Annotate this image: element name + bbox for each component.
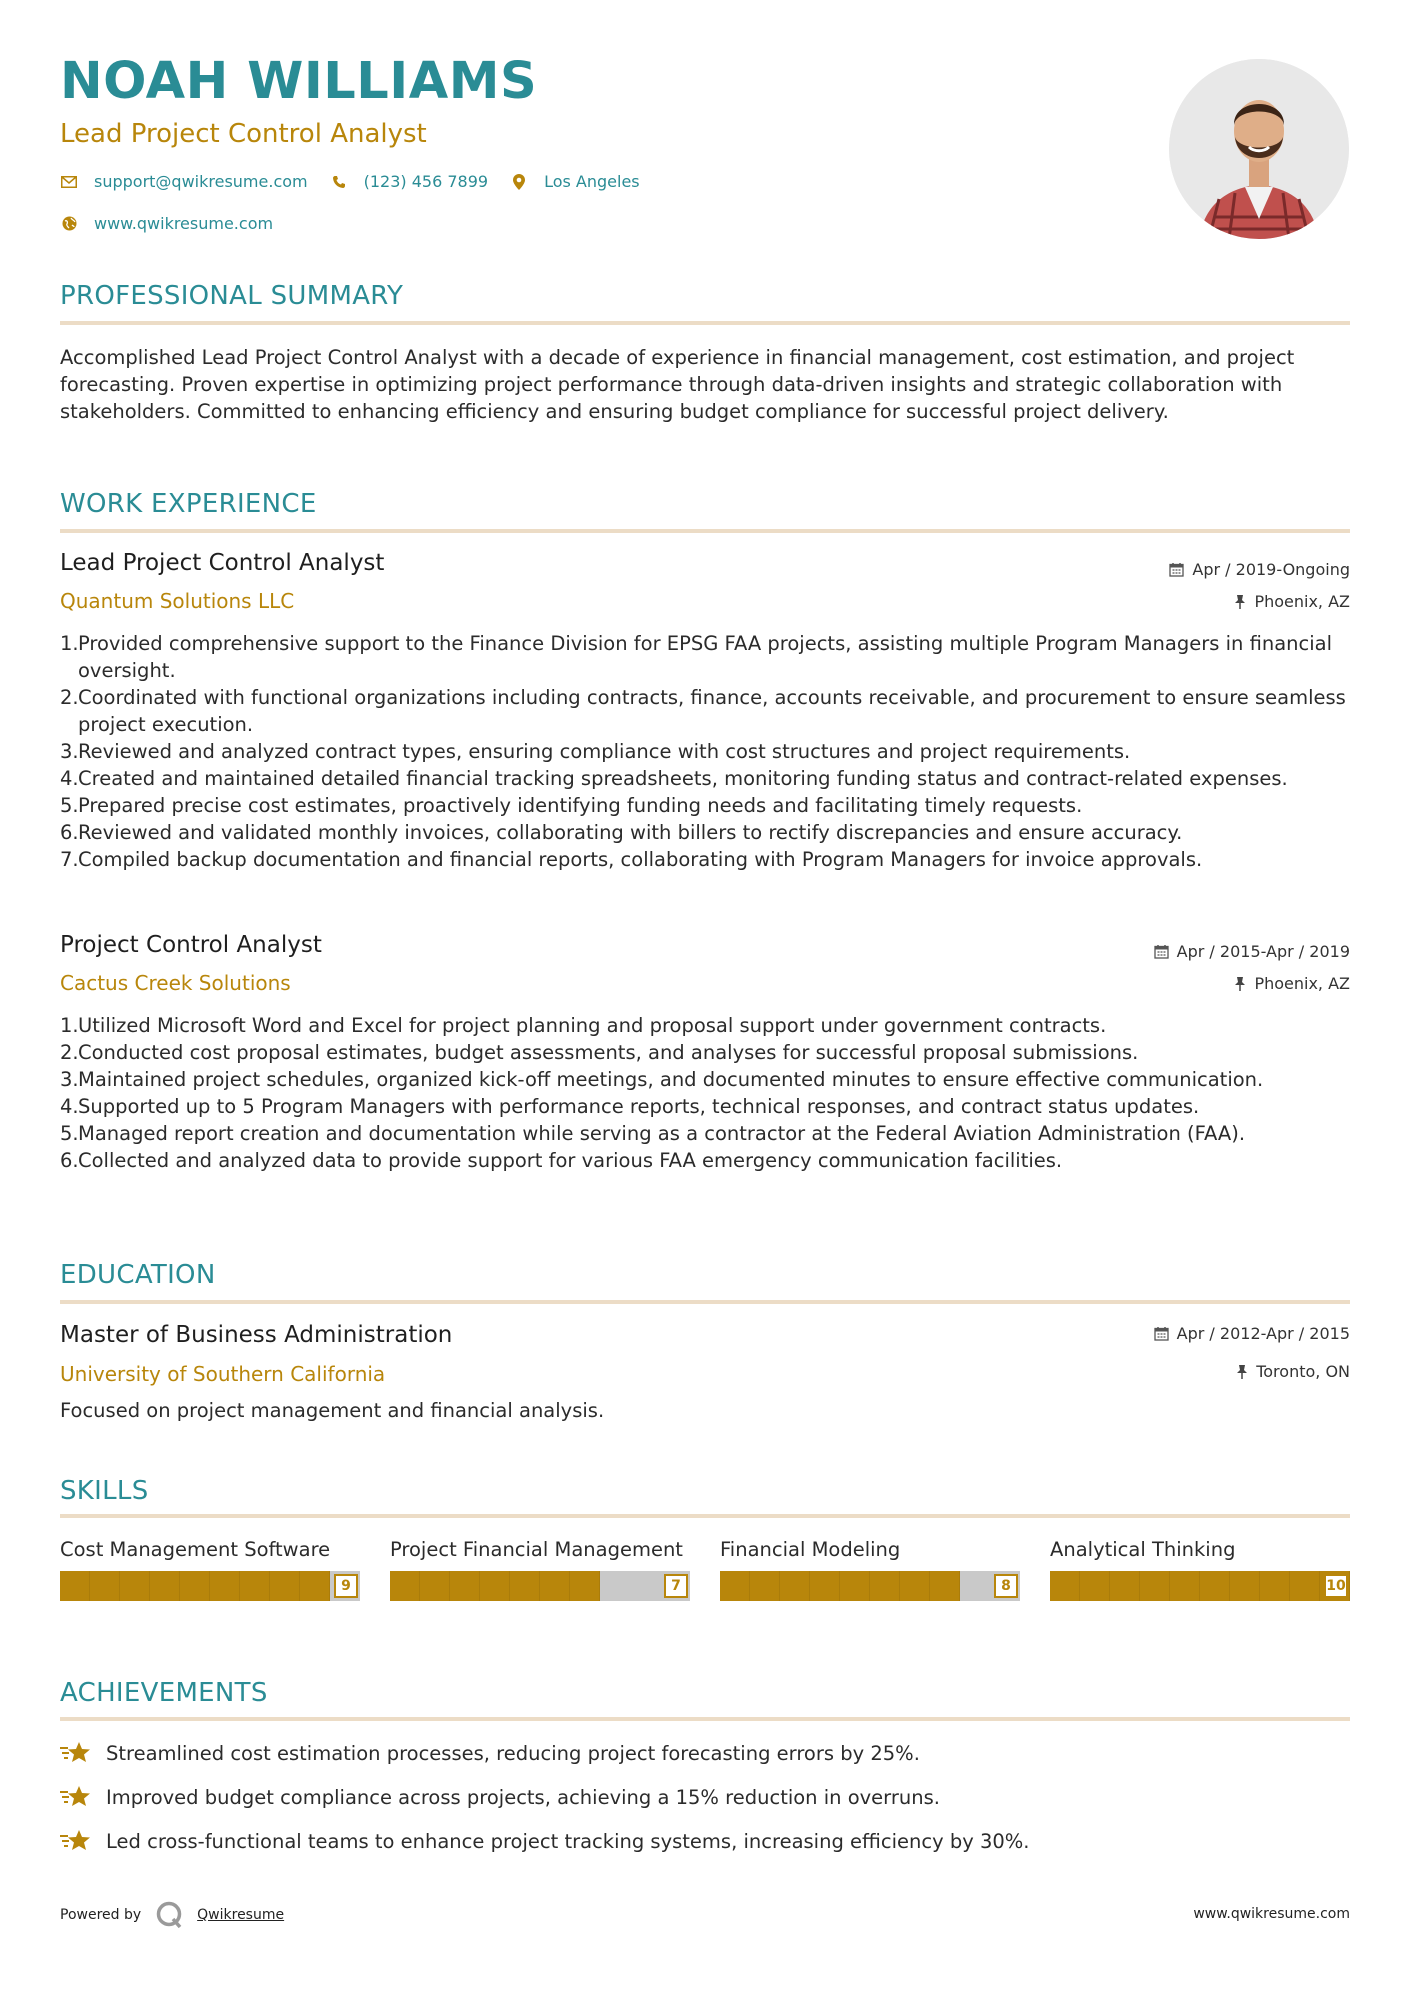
education-heading: EDUCATION xyxy=(60,1260,216,1290)
skill-name: Cost Management Software xyxy=(60,1538,331,1561)
pushpin-icon xyxy=(1234,976,1246,991)
skill-bar-fill xyxy=(390,1571,600,1601)
star-icon xyxy=(60,1828,92,1854)
pushpin-icon xyxy=(1234,594,1246,609)
job-responsibilities xyxy=(60,1012,1368,1174)
list-item: Utilized Microsoft Word and Excel for project planning and proposal support under government contracts. xyxy=(78,1014,1107,1037)
job-title: Lead Project Control Analyst xyxy=(60,550,385,576)
contact-row-1 xyxy=(60,172,662,191)
achievement-item xyxy=(60,1740,920,1766)
calendar-icon xyxy=(1169,562,1184,577)
list-item: Reviewed and validated monthly invoices, collaborating with billers to rectify discrepancies and ensure accuracy. xyxy=(78,821,1183,844)
summary-heading: PROFESSIONAL SUMMARY xyxy=(60,281,404,311)
experience-heading: WORK EXPERIENCE xyxy=(60,489,317,519)
list-item: Prepared precise cost estimates, proactively identifying funding needs and facilitating timely requests. xyxy=(78,794,1083,817)
job-location-text: Phoenix, AZ xyxy=(1254,592,1350,611)
achievement-text: Improved budget compliance across projects, achieving a 15% reduction in overruns. xyxy=(106,1785,940,1809)
degree-title: Master of Business Administration xyxy=(60,1322,453,1348)
school-name: University of Southern California xyxy=(60,1362,386,1386)
profile-photo xyxy=(1169,59,1349,239)
achievements-heading: ACHIEVEMENTS xyxy=(60,1678,268,1708)
list-item: Supported up to 5 Program Managers with performance reports, technical responses, and contract status updates. xyxy=(78,1095,1200,1118)
job-dates xyxy=(1169,560,1350,579)
list-item: Collected and analyzed data to provide support for various FAA emergency communication facilities. xyxy=(78,1149,1063,1172)
list-item: Coordinated with functional organizations including contracts, finance, accounts receivable, and procurement to ensure seamless project execution. xyxy=(78,686,1346,736)
list-item: Managed report creation and documentation while serving as a contractor at the Federal Aviation Administration (FAA). xyxy=(78,1122,1246,1145)
qwikresume-logo-icon xyxy=(155,1900,185,1930)
footer-powered-by xyxy=(60,1900,284,1930)
phone-number[interactable]: (123) 456 7899 xyxy=(363,172,489,191)
envelope-icon xyxy=(60,173,78,191)
job-dates-text: Apr / 2015-Apr / 2019 xyxy=(1176,942,1350,961)
job-title: Project Control Analyst xyxy=(60,932,322,958)
skill-score: 9 xyxy=(334,1574,358,1598)
achievement-text: Streamlined cost estimation processes, reducing project forecasting errors by 25%. xyxy=(106,1741,920,1765)
achievement-item xyxy=(60,1784,940,1810)
job-dates xyxy=(1154,942,1350,961)
summary-divider xyxy=(60,321,1350,325)
job-dates-text: Apr / 2019-Ongoing xyxy=(1192,560,1350,579)
skill-bar xyxy=(390,1571,690,1601)
education-description: Focused on project management and financial analysis. xyxy=(60,1399,605,1422)
education-divider xyxy=(60,1300,1350,1304)
calendar-icon xyxy=(1154,1326,1169,1341)
star-icon xyxy=(60,1784,92,1810)
skill-bar-fill xyxy=(1050,1571,1350,1601)
skill-bar-fill xyxy=(720,1571,960,1601)
skill-bar xyxy=(60,1571,360,1601)
company-name: Cactus Creek Solutions xyxy=(60,971,291,995)
job-location xyxy=(1234,974,1350,993)
skill-score: 7 xyxy=(664,1574,688,1598)
list-item: Created and maintained detailed financial tracking spreadsheets, monitoring funding status and contract-related expenses. xyxy=(78,767,1288,790)
achievements-divider xyxy=(60,1717,1350,1721)
website-link[interactable]: www.qwikresume.com xyxy=(94,214,274,233)
skill-item xyxy=(60,1536,360,1601)
star-icon xyxy=(60,1740,92,1766)
map-pin-icon xyxy=(510,173,528,191)
skill-name: Analytical Thinking xyxy=(1050,1538,1236,1561)
list-item: Reviewed and analyzed contract types, ensuring compliance with cost structures and project requirements. xyxy=(78,740,1131,763)
candidate-name: NOAH WILLIAMS xyxy=(60,52,538,111)
achievement-text: Led cross-functional teams to enhance project tracking systems, increasing efficiency by 30%. xyxy=(106,1829,1030,1853)
education-location-text: Toronto, ON xyxy=(1256,1362,1350,1381)
powered-by-label: Powered by xyxy=(60,1907,142,1923)
calendar-icon xyxy=(1154,944,1169,959)
pushpin-icon xyxy=(1236,1364,1248,1379)
company-name: Quantum Solutions LLC xyxy=(60,589,295,613)
job-responsibilities xyxy=(60,630,1368,873)
summary-text: Accomplished Lead Project Control Analyst with a decade of experience in financial management, cost estimation, and project forecasting. Proven expertise in optimizing project performance through data-driven insights and strategic collaboration with stakeholders. Committed to enhancing efficiency and ensuring budget compliance for successful project delivery. xyxy=(60,346,1295,423)
skill-bar xyxy=(720,1571,1020,1601)
experience-divider xyxy=(60,529,1350,533)
phone-icon xyxy=(330,173,348,191)
education-location xyxy=(1236,1362,1350,1381)
footer-url[interactable]: www.qwikresume.com xyxy=(1193,1906,1350,1922)
skills-heading: SKILLS xyxy=(60,1476,149,1506)
job-location-text: Phoenix, AZ xyxy=(1254,974,1350,993)
skill-score: 10 xyxy=(1324,1574,1348,1598)
skill-bar-fill xyxy=(60,1571,330,1601)
list-item: Maintained project schedules, organized kick-off meetings, and documented minutes to ensure effective communication. xyxy=(78,1068,1264,1091)
email-link[interactable]: support@qwikresume.com xyxy=(94,172,308,191)
location-text: Los Angeles xyxy=(544,172,640,191)
skill-item xyxy=(720,1536,1020,1601)
candidate-role: Lead Project Control Analyst xyxy=(60,119,427,149)
skill-item xyxy=(1050,1536,1350,1601)
skill-name: Financial Modeling xyxy=(720,1538,901,1561)
education-dates-text: Apr / 2012-Apr / 2015 xyxy=(1176,1324,1350,1343)
list-item: Conducted cost proposal estimates, budget assessments, and analyses for successful proposal submissions. xyxy=(78,1041,1139,1064)
skills-divider xyxy=(60,1514,1350,1518)
education-dates xyxy=(1154,1324,1350,1343)
list-item: Provided comprehensive support to the Finance Division for EPSG FAA projects, assisting multiple Program Managers in financial oversight. xyxy=(78,632,1333,682)
skill-item xyxy=(390,1536,690,1601)
contact-row-2 xyxy=(60,214,295,233)
achievement-item xyxy=(60,1828,1030,1854)
skill-score: 8 xyxy=(994,1574,1018,1598)
qwikresume-brand-link[interactable]: Qwikresume xyxy=(197,1907,285,1923)
skill-name: Project Financial Management xyxy=(390,1538,683,1561)
list-item: Compiled backup documentation and financial reports, collaborating with Program Managers for invoice approvals. xyxy=(78,848,1203,871)
skill-bar xyxy=(1050,1571,1350,1601)
globe-icon xyxy=(60,215,78,233)
job-location xyxy=(1234,592,1350,611)
